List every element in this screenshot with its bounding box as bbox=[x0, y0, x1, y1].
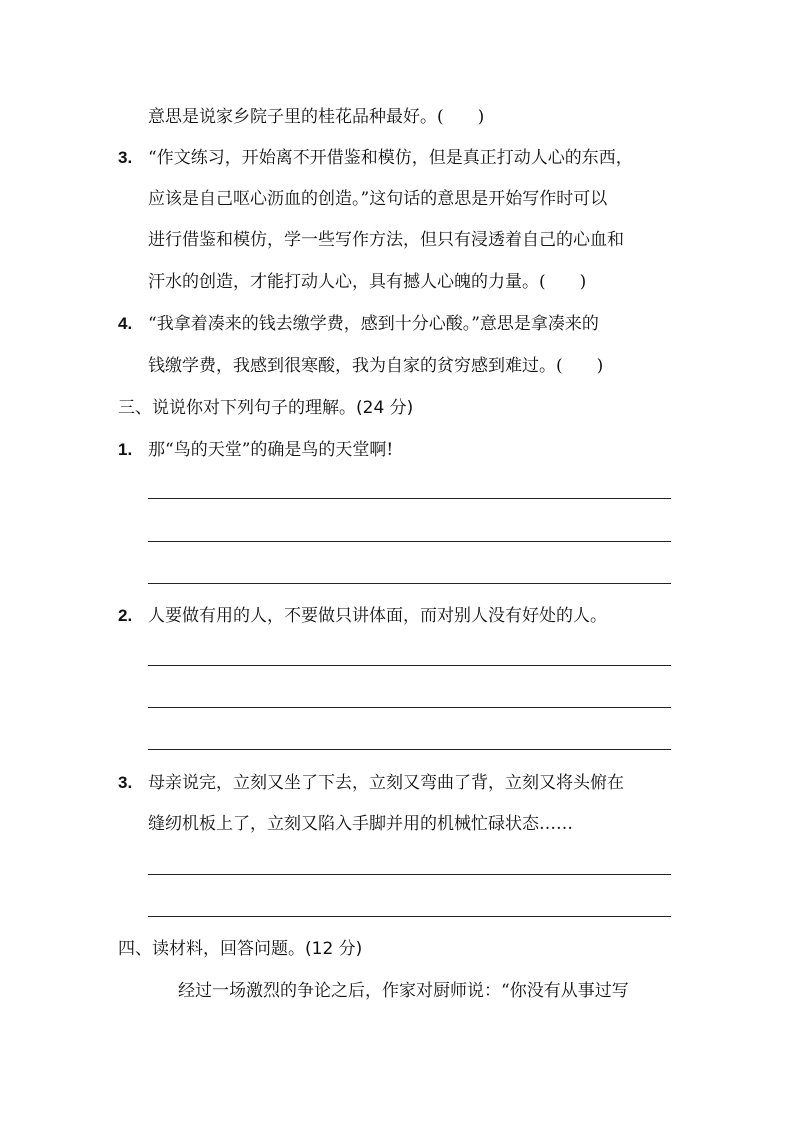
q3-line-1: “作文练习，开始离不开借鉴和模仿，但是真正打动人心的东西， bbox=[148, 148, 633, 168]
material-paragraph: 经过一场激烈的争论之后，作家对厨师说：“你没有从事过写 bbox=[178, 981, 629, 1001]
answer-line[interactable] bbox=[148, 707, 671, 708]
q3-line-4: 汗水的创造，才能打动人心，具有撼人心魄的力量。( ) bbox=[148, 272, 587, 292]
s3-q2-text: 人要做有用的人，不要做只讲体面，而对别人没有好处的人。 bbox=[148, 606, 607, 626]
answer-line[interactable] bbox=[148, 665, 671, 666]
s3-q3-line-2: 缝纫机板上了，立刻又陷入手脚并用的机械忙碌状态…… bbox=[148, 814, 573, 834]
q2-continuation: 意思是说家乡院子里的桂花品种最好。( ) bbox=[148, 107, 485, 127]
question-number: 3. bbox=[118, 773, 133, 792]
answer-line[interactable] bbox=[148, 874, 671, 875]
s3-q3-line-1: 母亲说完，立刻又坐了下去，立刻又弯曲了背，立刻又将头俯在 bbox=[148, 773, 624, 793]
question-number: 3. bbox=[118, 148, 133, 167]
answer-line[interactable] bbox=[148, 583, 671, 584]
q3-line-2: 应该是自己呕心沥血的创造。”这句话的意思是开始写作时可以 bbox=[148, 189, 608, 209]
section-4-heading: 四、读材料，回答问题。(12 分) bbox=[118, 939, 363, 959]
s3-q1-text: 那“鸟的天堂”的确是鸟的天堂啊! bbox=[148, 440, 394, 460]
question-number: 1. bbox=[118, 440, 133, 459]
answer-line[interactable] bbox=[148, 541, 671, 542]
q3-line-3: 进行借鉴和模仿，学一些写作方法，但只有浸透着自己的心血和 bbox=[148, 230, 624, 250]
q4-line-2: 钱缴学费，我感到很寒酸，我为自家的贫穷感到难过。( ) bbox=[148, 356, 604, 376]
answer-line[interactable] bbox=[148, 498, 671, 499]
answer-line[interactable] bbox=[148, 749, 671, 750]
q4-line-1: “我拿着凑来的钱去缴学费，感到十分心酸。”意思是拿凑来的 bbox=[148, 314, 599, 334]
answer-line[interactable] bbox=[148, 916, 671, 917]
section-3-heading: 三、说说你对下列句子的理解。(24 分) bbox=[118, 398, 414, 418]
question-number: 2. bbox=[118, 606, 133, 625]
question-number: 4. bbox=[118, 314, 133, 333]
